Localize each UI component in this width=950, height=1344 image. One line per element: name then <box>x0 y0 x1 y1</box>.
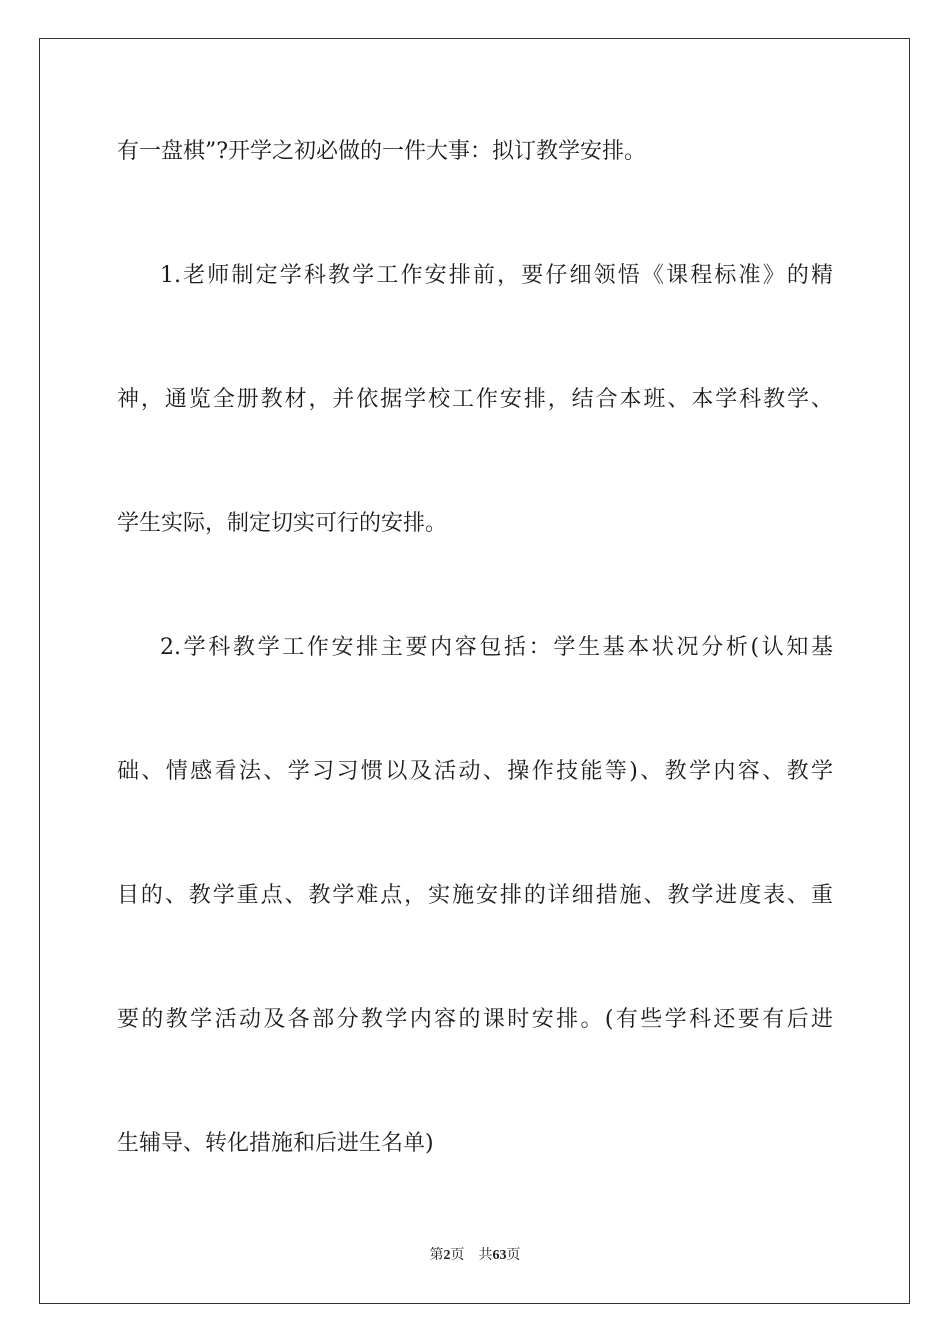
page-suffix: 页 <box>450 1248 465 1263</box>
paragraph-3-line-4: 要的教学活动及各部分教学内容的课时安排。(有些学科还要有后进 <box>117 1007 833 1032</box>
total-suffix: 页 <box>506 1248 521 1263</box>
page-number: 2 <box>443 1248 451 1263</box>
paragraph-3-line-5: 生辅导、转化措施和后进生名单) <box>117 1131 434 1156</box>
paragraph-2-line-1: 1.老师制定学科教学工作安排前，要仔细领悟《课程标准》的精 <box>160 263 833 288</box>
paragraph-2-line-3: 学生实际，制定切实可行的安排。 <box>117 511 448 536</box>
total-prefix: 共 <box>478 1248 493 1263</box>
paragraph-3-line-2: 础、情感看法、学习习惯以及活动、操作技能等)、教学内容、教学 <box>117 759 833 784</box>
paragraph-line-1: 有一盘棋”?开学之初必做的一件大事：拟订教学安排。 <box>117 139 647 164</box>
page-frame <box>39 38 910 1304</box>
paragraph-2-line-2: 神，通览全册教材，并依据学校工作安排，结合本班、本学科教学、 <box>117 387 833 412</box>
page-prefix: 第 <box>429 1248 444 1263</box>
page-footer <box>0 1246 950 1266</box>
total-pages: 63 <box>492 1248 507 1263</box>
paragraph-3-line-1: 2.学科教学工作安排主要内容包括：学生基本状况分析(认知基 <box>160 635 833 660</box>
paragraph-3-line-3: 目的、教学重点、教学难点，实施安排的详细措施、教学进度表、重 <box>117 883 833 908</box>
